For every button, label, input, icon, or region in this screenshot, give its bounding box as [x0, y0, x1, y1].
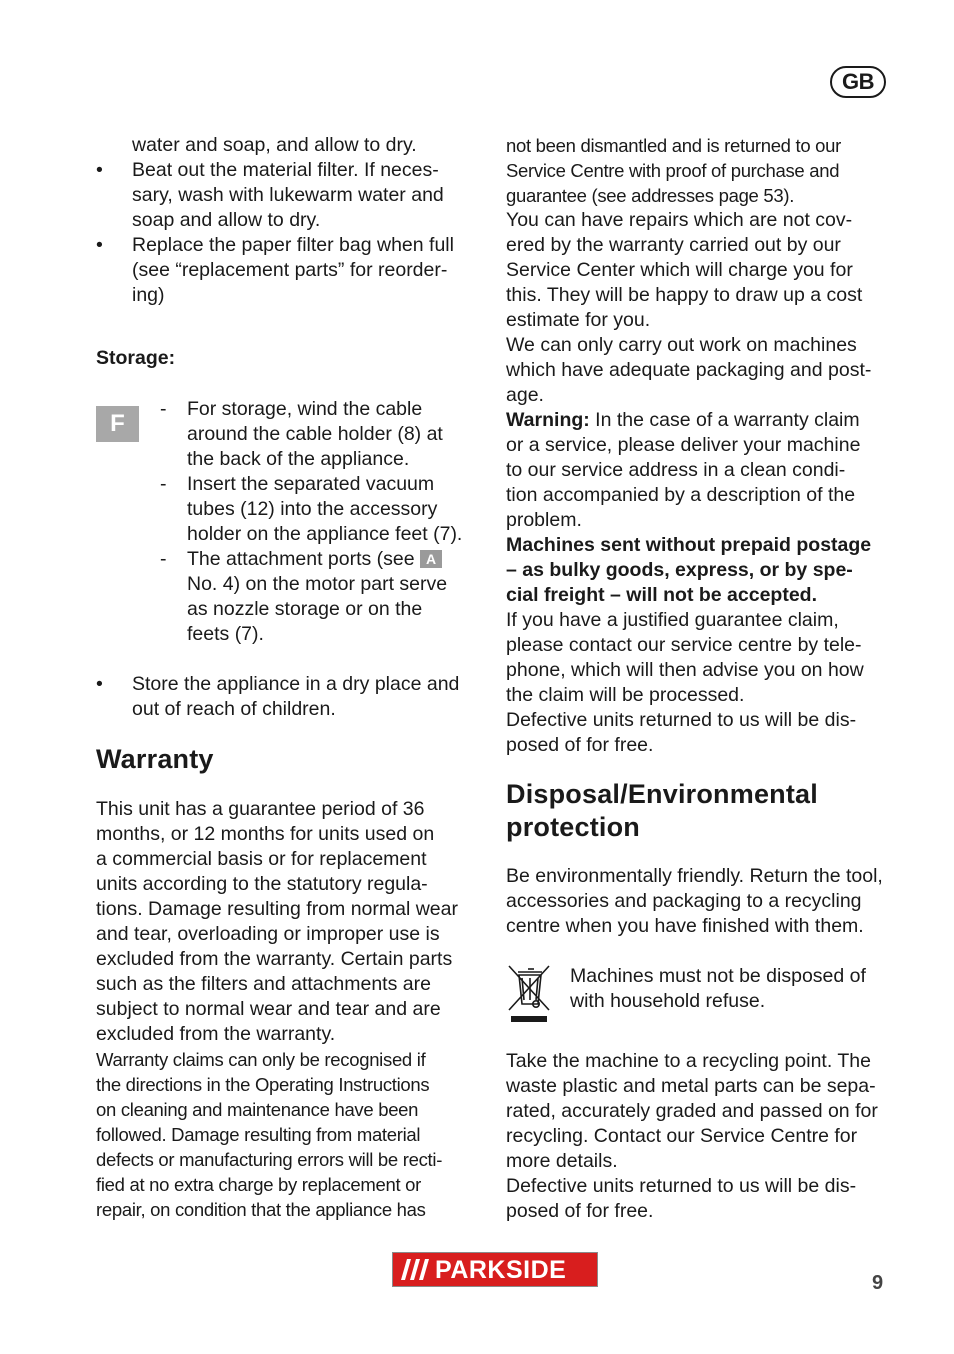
weee-notice	[506, 964, 894, 1024]
heading-line: protection	[506, 812, 640, 842]
disposal-paragraph-3	[506, 1174, 894, 1224]
warranty-continued	[506, 133, 894, 208]
text-line: If you have a justified guarantee claim,	[506, 609, 839, 631]
disposal-paragraph-2	[506, 1049, 894, 1174]
list-item	[96, 547, 481, 647]
list-item	[96, 472, 481, 547]
text-line: defects or manufacturing errors will be recti-	[96, 1149, 443, 1170]
text-line: soap and allow to dry.	[132, 209, 321, 231]
text-line: not been dismantled and is returned to our	[506, 135, 842, 156]
list-item	[96, 158, 481, 233]
text-line: the back of the appliance.	[187, 448, 410, 470]
text-line: Machines sent without prepaid postage	[506, 534, 872, 556]
heading-line: Disposal/Environmental	[506, 779, 818, 809]
text-line: age.	[506, 384, 544, 406]
text-line: Insert the separated vacuum	[187, 473, 435, 495]
text-span: In the case of a warranty claim	[589, 409, 860, 431]
text-line: on cleaning and maintenance have been	[96, 1099, 419, 1120]
text-line: phone, which will then advise you on how	[506, 659, 864, 681]
text-line: Service Centre with proof of purchase and	[506, 160, 840, 181]
text-line: or a service, please deliver your machine	[506, 434, 861, 456]
text-line: out of reach of children.	[132, 698, 336, 720]
text-line: Defective units returned to us will be dis-	[506, 709, 857, 731]
text-line: We can only carry out work on machines	[506, 334, 857, 356]
dash-mark: -	[160, 548, 167, 570]
left-column	[96, 133, 481, 1222]
bullet-mark: •	[96, 159, 103, 181]
text-line: such as the filters and attachments are	[96, 973, 431, 995]
text-line: which have adequate packaging and post-	[506, 359, 872, 381]
text-line: Store the appliance in a dry place and	[132, 673, 460, 695]
warning-paragraph	[506, 408, 894, 533]
text-line: You can have repairs which are not cov-	[506, 209, 853, 231]
postage-notice	[506, 533, 894, 608]
text-line: rated, accurately graded and passed on for	[506, 1100, 878, 1122]
packaging-paragraph	[506, 333, 894, 408]
text-line: Service Center which will charge you for	[506, 259, 853, 281]
text-line: the claim will be processed.	[506, 684, 745, 706]
text-line: guarantee (see addresses page 53).	[506, 185, 795, 206]
claim-paragraph	[506, 608, 894, 708]
country-code-badge: GB	[830, 66, 886, 98]
crossed-out-wheelie-bin-icon	[506, 964, 552, 1024]
bullet-mark: •	[96, 234, 103, 256]
text-line: ered by the warranty carried out by our	[506, 234, 841, 256]
page-number: 9	[872, 1272, 884, 1294]
figure-a-badge: A	[420, 550, 442, 568]
warranty-paragraph-1	[96, 797, 481, 1047]
text-line	[187, 547, 481, 572]
text-line: Beat out the material filter. If neces-	[132, 159, 439, 181]
text-line: Replace the paper filter bag when full	[132, 234, 454, 256]
disposal-heading	[506, 778, 894, 844]
text-span: The attachment ports (see	[187, 548, 421, 570]
text-line: followed. Damage resulting from material	[96, 1124, 421, 1145]
text-line: For storage, wind the cable	[187, 398, 423, 420]
dash-mark: -	[160, 473, 167, 495]
text-line: excluded from the warranty.	[96, 1023, 336, 1045]
storage-list	[96, 397, 481, 647]
text-line: problem.	[506, 509, 582, 531]
text-line: accessories and packaging to a recycling	[506, 890, 862, 912]
text-line: ing)	[132, 284, 165, 306]
text-line: tion accompanied by a description of the	[506, 484, 856, 506]
text-line: months, or 12 months for units used on	[96, 823, 435, 845]
text-line: Warranty claims can only be recognised if	[96, 1049, 426, 1070]
storage-f-icon: F	[96, 406, 139, 442]
text-line: as nozzle storage or on the	[187, 598, 423, 620]
warranty-paragraph-2	[96, 1047, 481, 1222]
text-line: a commercial basis or for replacement	[96, 848, 427, 870]
text-line: feets (7).	[187, 623, 264, 645]
dash-mark: -	[160, 398, 167, 420]
text-line: posed of for free.	[506, 734, 654, 756]
text-line: posed of for free.	[506, 1200, 654, 1222]
text-line: holder on the appliance feet (7).	[187, 523, 463, 545]
bullet-mark: •	[96, 673, 103, 695]
text-line: Defective units returned to us will be dis-	[506, 1175, 857, 1197]
storage-heading: Storage:	[96, 347, 176, 369]
text-line: tions. Damage resulting from normal wear	[96, 898, 458, 920]
text-line: cial freight – will not be accepted.	[506, 584, 817, 606]
list-item	[96, 672, 481, 722]
text-line: Take the machine to a recycling point. The	[506, 1050, 871, 1072]
text-line: fied at no extra charge by replacement or	[96, 1174, 422, 1195]
warranty-heading: Warranty	[96, 744, 214, 774]
parkside-logo	[392, 1252, 598, 1287]
text-line: tubes (12) into the accessory	[187, 498, 438, 520]
disposal-paragraph-1	[506, 864, 894, 939]
text-line: excluded from the warranty. Certain parts	[96, 948, 453, 970]
text-line: repair, on condition that the appliance has	[96, 1199, 426, 1220]
logo-slashes-icon	[399, 1253, 435, 1286]
text-line: estimate for you.	[506, 309, 651, 331]
text-line: please contact our service centre by tele-	[506, 634, 862, 656]
text-line: recycling. Contact our Service Centre for	[506, 1125, 858, 1147]
list-item	[96, 397, 481, 472]
text-line: around the cable holder (8) at	[187, 423, 443, 445]
text-line: subject to normal wear and tear and are	[96, 998, 441, 1020]
defective-paragraph	[506, 708, 894, 758]
text-line: to our service address in a clean condi-	[506, 459, 846, 481]
text-line: and tear, overloading or improper use is	[96, 923, 440, 945]
text-line: more details.	[506, 1150, 618, 1172]
text-line: This unit has a guarantee period of 36	[96, 798, 425, 820]
text-line: Be environmentally friendly. Return the tool,	[506, 865, 883, 887]
text-line: sary, wash with lukewarm water and	[132, 184, 444, 206]
warning-label: Warning:	[506, 409, 590, 431]
continued-line: water and soap, and allow to dry.	[132, 134, 417, 156]
text-line: the directions in the Operating Instructions	[96, 1074, 430, 1095]
brand-name: PARKSIDE	[435, 1256, 567, 1284]
text-line: (see “replacement parts” for reorder-	[132, 259, 448, 281]
text-line: waste plastic and metal parts can be sepa-	[506, 1075, 876, 1097]
text-line: with household refuse.	[570, 990, 766, 1012]
text-line: No. 4) on the motor part serve	[187, 573, 448, 595]
right-column	[506, 133, 894, 1224]
repairs-paragraph	[506, 208, 894, 333]
text-line: units according to the statutory regula-	[96, 873, 428, 895]
list-item	[96, 233, 481, 308]
text-line	[506, 408, 894, 433]
text-line: – as bulky goods, express, or by spe-	[506, 559, 853, 581]
text-line: centre when you have finished with them.	[506, 915, 864, 937]
text-line: Machines must not be disposed of	[570, 965, 866, 987]
text-line: this. They will be happy to draw up a cost	[506, 284, 863, 306]
